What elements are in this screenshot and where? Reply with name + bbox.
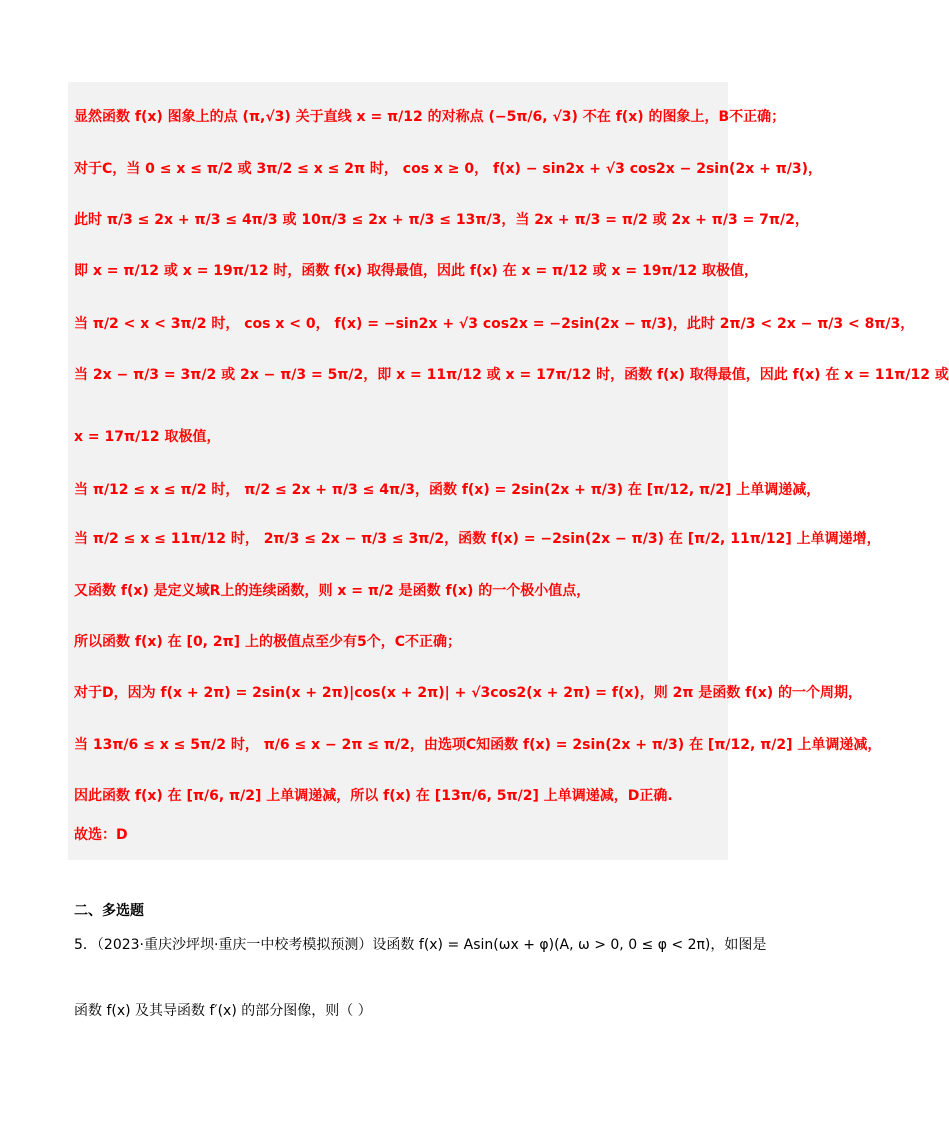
solution-line-11: 所以函数 f(x) 在 [0, 2π] 上的极值点至少有5个，C不正确； bbox=[74, 634, 461, 650]
question-line-2: 函数 f(x) 及其导函数 f′(x) 的部分图像，则（ ） bbox=[74, 1003, 372, 1019]
solution-line-3: 此时 π/3 ≤ 2x + π/3 ≤ 4π/3 或 10π/3 ≤ 2x + π/3 ≤ 13π/3，当 2x + π/3 = π/2 或 2x + π/3 = 7π/2， bbox=[74, 212, 809, 228]
solution-line-6: 当 2x − π/3 = 3π/2 或 2x − π/3 = 5π/2，即 x = 11π/12 或 x = 17π/12 时，函数 f(x) 取得最值，因此 f(x) 在 x = 11π/12 或 bbox=[74, 367, 949, 383]
solution-line-9: 当 π/2 ≤ x ≤ 11π/12 时， 2π/3 ≤ 2x − π/3 ≤ 3π/2，函数 f(x) = −2sin(2x − π/3) 在 [π/2, 11π/12] 上单调递增， bbox=[74, 531, 881, 547]
solution-line-1: 显然函数 f(x) 图象上的点 (π,√3) 关于直线 x = π/12 的对称点 (−5π/6, √3) 不在 f(x) 的图象上，B不正确； bbox=[74, 109, 786, 125]
solution-line-5: 当 π/2 < x < 3π/2 时， cos x < 0， f(x) = −sin2x + √3 cos2x = −2sin(2x − π/3)，此时 2π/3 < 2x − π/3 < 8π/3， bbox=[74, 316, 915, 332]
solution-line-15: 故选：D bbox=[74, 827, 128, 843]
solution-line-8: 当 π/12 ≤ x ≤ π/2 时， π/2 ≤ 2x + π/3 ≤ 4π/3，函数 f(x) = 2sin(2x + π/3) 在 [π/12, π/2] 上单调递减， bbox=[74, 482, 821, 498]
section-heading: 二、多选题 bbox=[74, 903, 144, 919]
solution-line-12: 对于D，因为 f(x + 2π) = 2sin(x + 2π)|cos(x + 2π)| + √3cos2(x + 2π) = f(x)，则 2π 是函数 f(x) 的一个周期， bbox=[74, 685, 863, 701]
solution-line-4: 即 x = π/12 或 x = 19π/12 时，函数 f(x) 取得最值，因此 f(x) 在 x = π/12 或 x = 19π/12 取极值， bbox=[74, 263, 759, 279]
solution-line-13: 当 13π/6 ≤ x ≤ 5π/2 时， π/6 ≤ x − 2π ≤ π/2，由选项C知函数 f(x) = 2sin(2x + π/3) 在 [π/12, π/2] 上单调递减， bbox=[74, 737, 882, 753]
solution-line-14: 因此函数 f(x) 在 [π/6, π/2] 上单调递减，所以 f(x) 在 [13π/6, 5π/2] 上单调递减，D正确. bbox=[74, 788, 673, 804]
solution-line-10: 又函数 f(x) 是定义域R上的连续函数，则 x = π/2 是函数 f(x) 的一个极小值点， bbox=[74, 583, 591, 599]
solution-line-7: x = 17π/12 取极值， bbox=[74, 429, 221, 445]
question-line-1: 5．（2023·重庆沙坪坝·重庆一中校考模拟预测）设函数 f(x) = Asin(ωx + φ)(A, ω > 0, 0 ≤ φ < 2π)，如图是 bbox=[74, 937, 767, 953]
solution-line-2: 对于C，当 0 ≤ x ≤ π/2 或 3π/2 ≤ x ≤ 2π 时， cos x ≥ 0， f(x) − sin2x + √3 cos2x − 2sin(2x + π/3)， bbox=[74, 161, 823, 177]
